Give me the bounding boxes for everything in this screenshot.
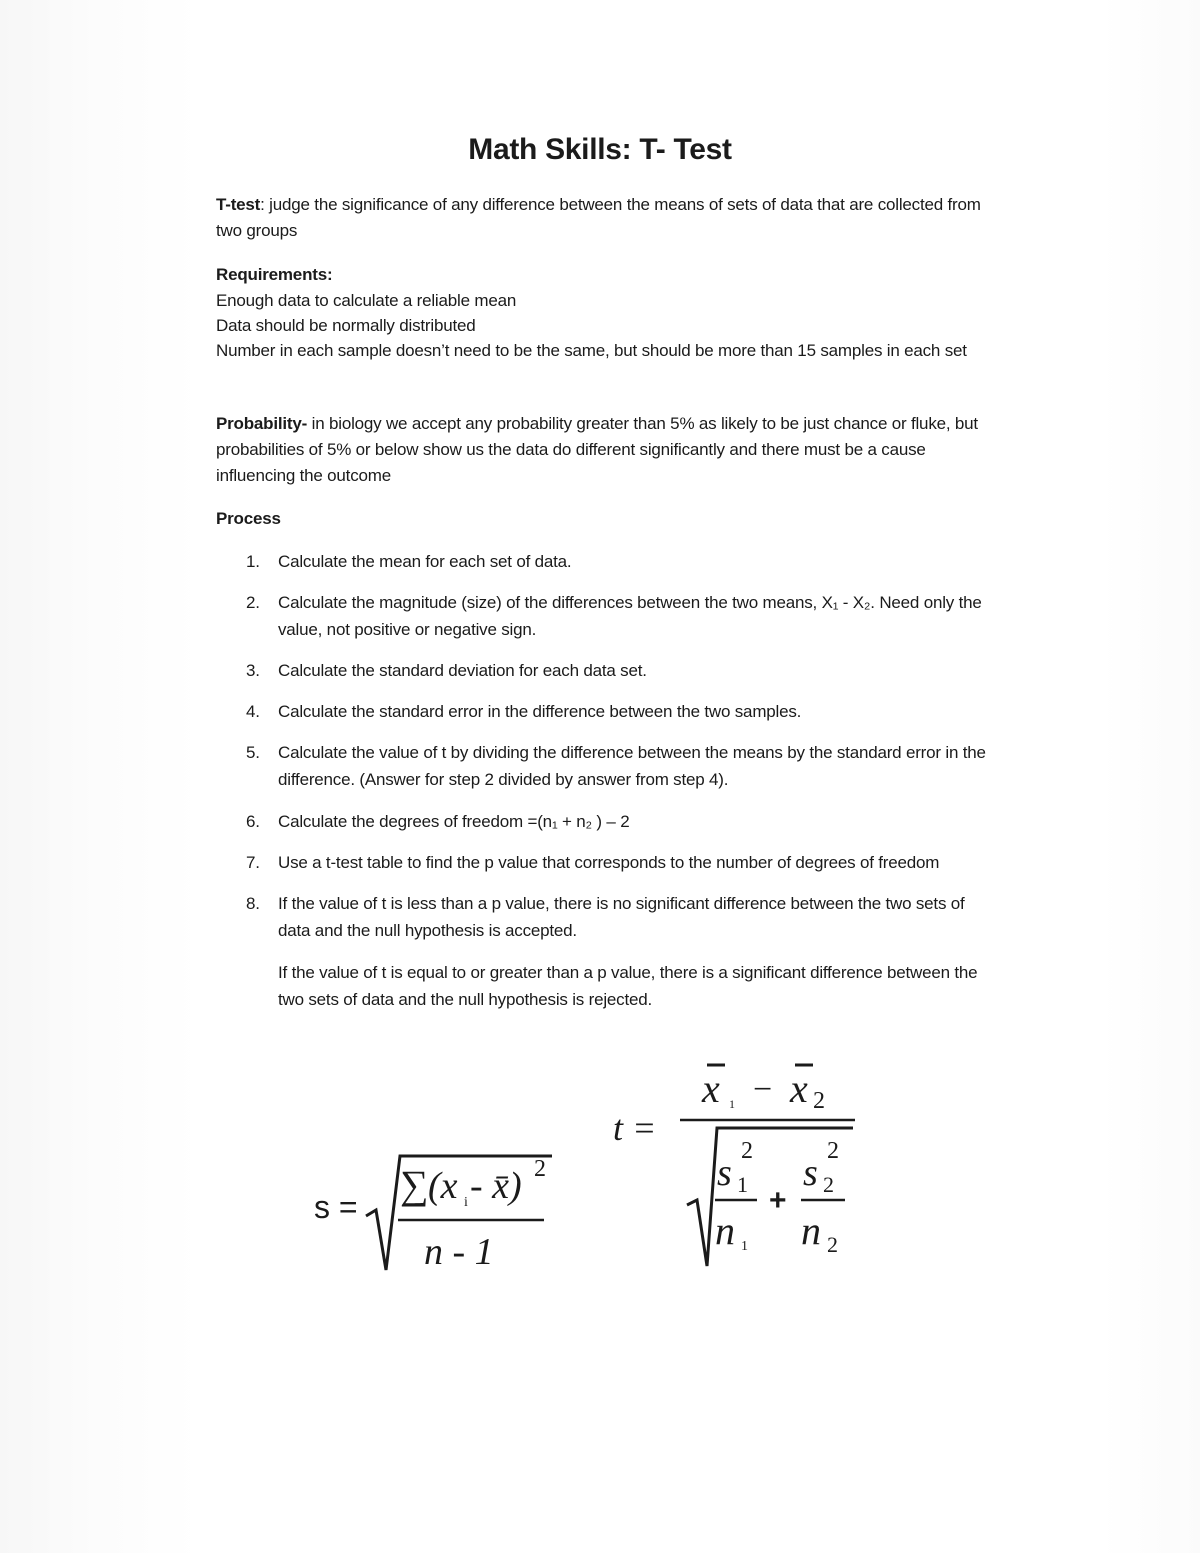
t-formula-s2: s	[803, 1152, 818, 1194]
ttest-term: T-test	[216, 195, 261, 214]
t-formula-x1: x	[702, 1066, 720, 1111]
t-value-formula	[605, 1040, 870, 1280]
s-formula-numerator: (x	[428, 1165, 458, 1207]
t-formula-s2-subscript: 2	[823, 1172, 834, 1197]
s-formula-subscript: i	[464, 1195, 468, 1210]
probability-text: in biology we accept any probability greater than 5% as likely to be just chance or fluke, but probabilities of 5% or below show us the data do different significantly and there must be a cause influencing the outcome	[216, 414, 978, 485]
t-formula-x2: x	[790, 1066, 808, 1111]
s-formula-mean-term: - x̄)	[470, 1165, 522, 1207]
step-number: 4.	[246, 702, 260, 721]
requirement-item: Enough data to calculate a reliable mean	[216, 291, 517, 310]
t-formula-plus: +	[769, 1184, 787, 1217]
step-text: Calculate the standard error in the difference between the two samples.	[278, 702, 802, 721]
t-formula-n1-subscript: 1	[741, 1239, 748, 1254]
requirement-item: Number in each sample doesn’t need to be the same, but should be more than 15 samples in each set	[216, 341, 967, 360]
requirements-list	[216, 288, 996, 363]
step-number: 8.	[246, 894, 260, 913]
t-formula-minus: −	[753, 1071, 773, 1108]
s-formula-exponent: 2	[534, 1156, 546, 1182]
ttest-text: : judge the significance of any difference between the means of sets of data that are collected from two groups	[216, 195, 981, 240]
requirements-heading: Requirements:	[216, 265, 333, 284]
step-text: Calculate the degrees of freedom =(n₁ + n₂ ) – 2	[278, 812, 630, 831]
step-number: 3.	[246, 661, 260, 680]
note-text: If the value of t is equal to or greater than a p value, there is a significant difference between the two sets of data and the null hypothesis is rejected.	[278, 963, 978, 1009]
step-number: 5.	[246, 743, 260, 762]
step-number: 2.	[246, 593, 260, 612]
probability-paragraph	[216, 411, 996, 489]
t-formula-lhs: t =	[613, 1108, 657, 1148]
t-formula-n1: n	[715, 1208, 735, 1253]
page-title: Math Skills: T- Test	[468, 133, 732, 166]
step-number: 6.	[246, 812, 260, 831]
standard-deviation-formula	[300, 1130, 560, 1290]
process-heading: Process	[216, 509, 281, 528]
t-formula-n2: n	[801, 1208, 821, 1253]
s-formula-denominator: n - 1	[424, 1231, 494, 1273]
t-formula-s1-subscript: 1	[737, 1172, 748, 1197]
t-formula-n2-subscript: 2	[827, 1232, 838, 1257]
step-text: Calculate the magnitude (size) of the differences between the two means, X₁ - X₂. Need only the value, not positive or negative sign.	[278, 593, 982, 639]
step-number: 1.	[246, 552, 260, 571]
t-formula-x1-subscript: 1	[729, 1097, 735, 1111]
step-text: Use a t-test table to find the p value that corresponds to the number of degrees of freedom	[278, 853, 940, 872]
s-formula-sigma: ∑	[400, 1162, 429, 1207]
t-formula-s2-exponent: 2	[827, 1138, 839, 1164]
t-formula-s1-exponent: 2	[741, 1138, 753, 1164]
step-number: 7.	[246, 853, 260, 872]
ttest-definition	[216, 192, 996, 244]
requirement-item: Data should be normally distributed	[216, 316, 476, 335]
t-formula-s1: s	[717, 1152, 732, 1194]
s-formula-lhs: s =	[314, 1189, 358, 1225]
step-text: If the value of t is less than a p value, there is no significant difference between the two sets of data and the null hypothesis is accepted.	[278, 894, 965, 940]
step-text: Calculate the mean for each set of data.	[278, 552, 572, 571]
requirements-section	[216, 262, 996, 363]
t-formula-x2-subscript: 2	[813, 1088, 825, 1114]
step-text: Calculate the standard deviation for each data set.	[278, 661, 647, 680]
probability-term: Probability-	[216, 414, 308, 433]
step-text: Calculate the value of t by dividing the difference between the means by the standard error in the difference. (Answer for step 2 divided by answer from step 4).	[278, 743, 986, 789]
